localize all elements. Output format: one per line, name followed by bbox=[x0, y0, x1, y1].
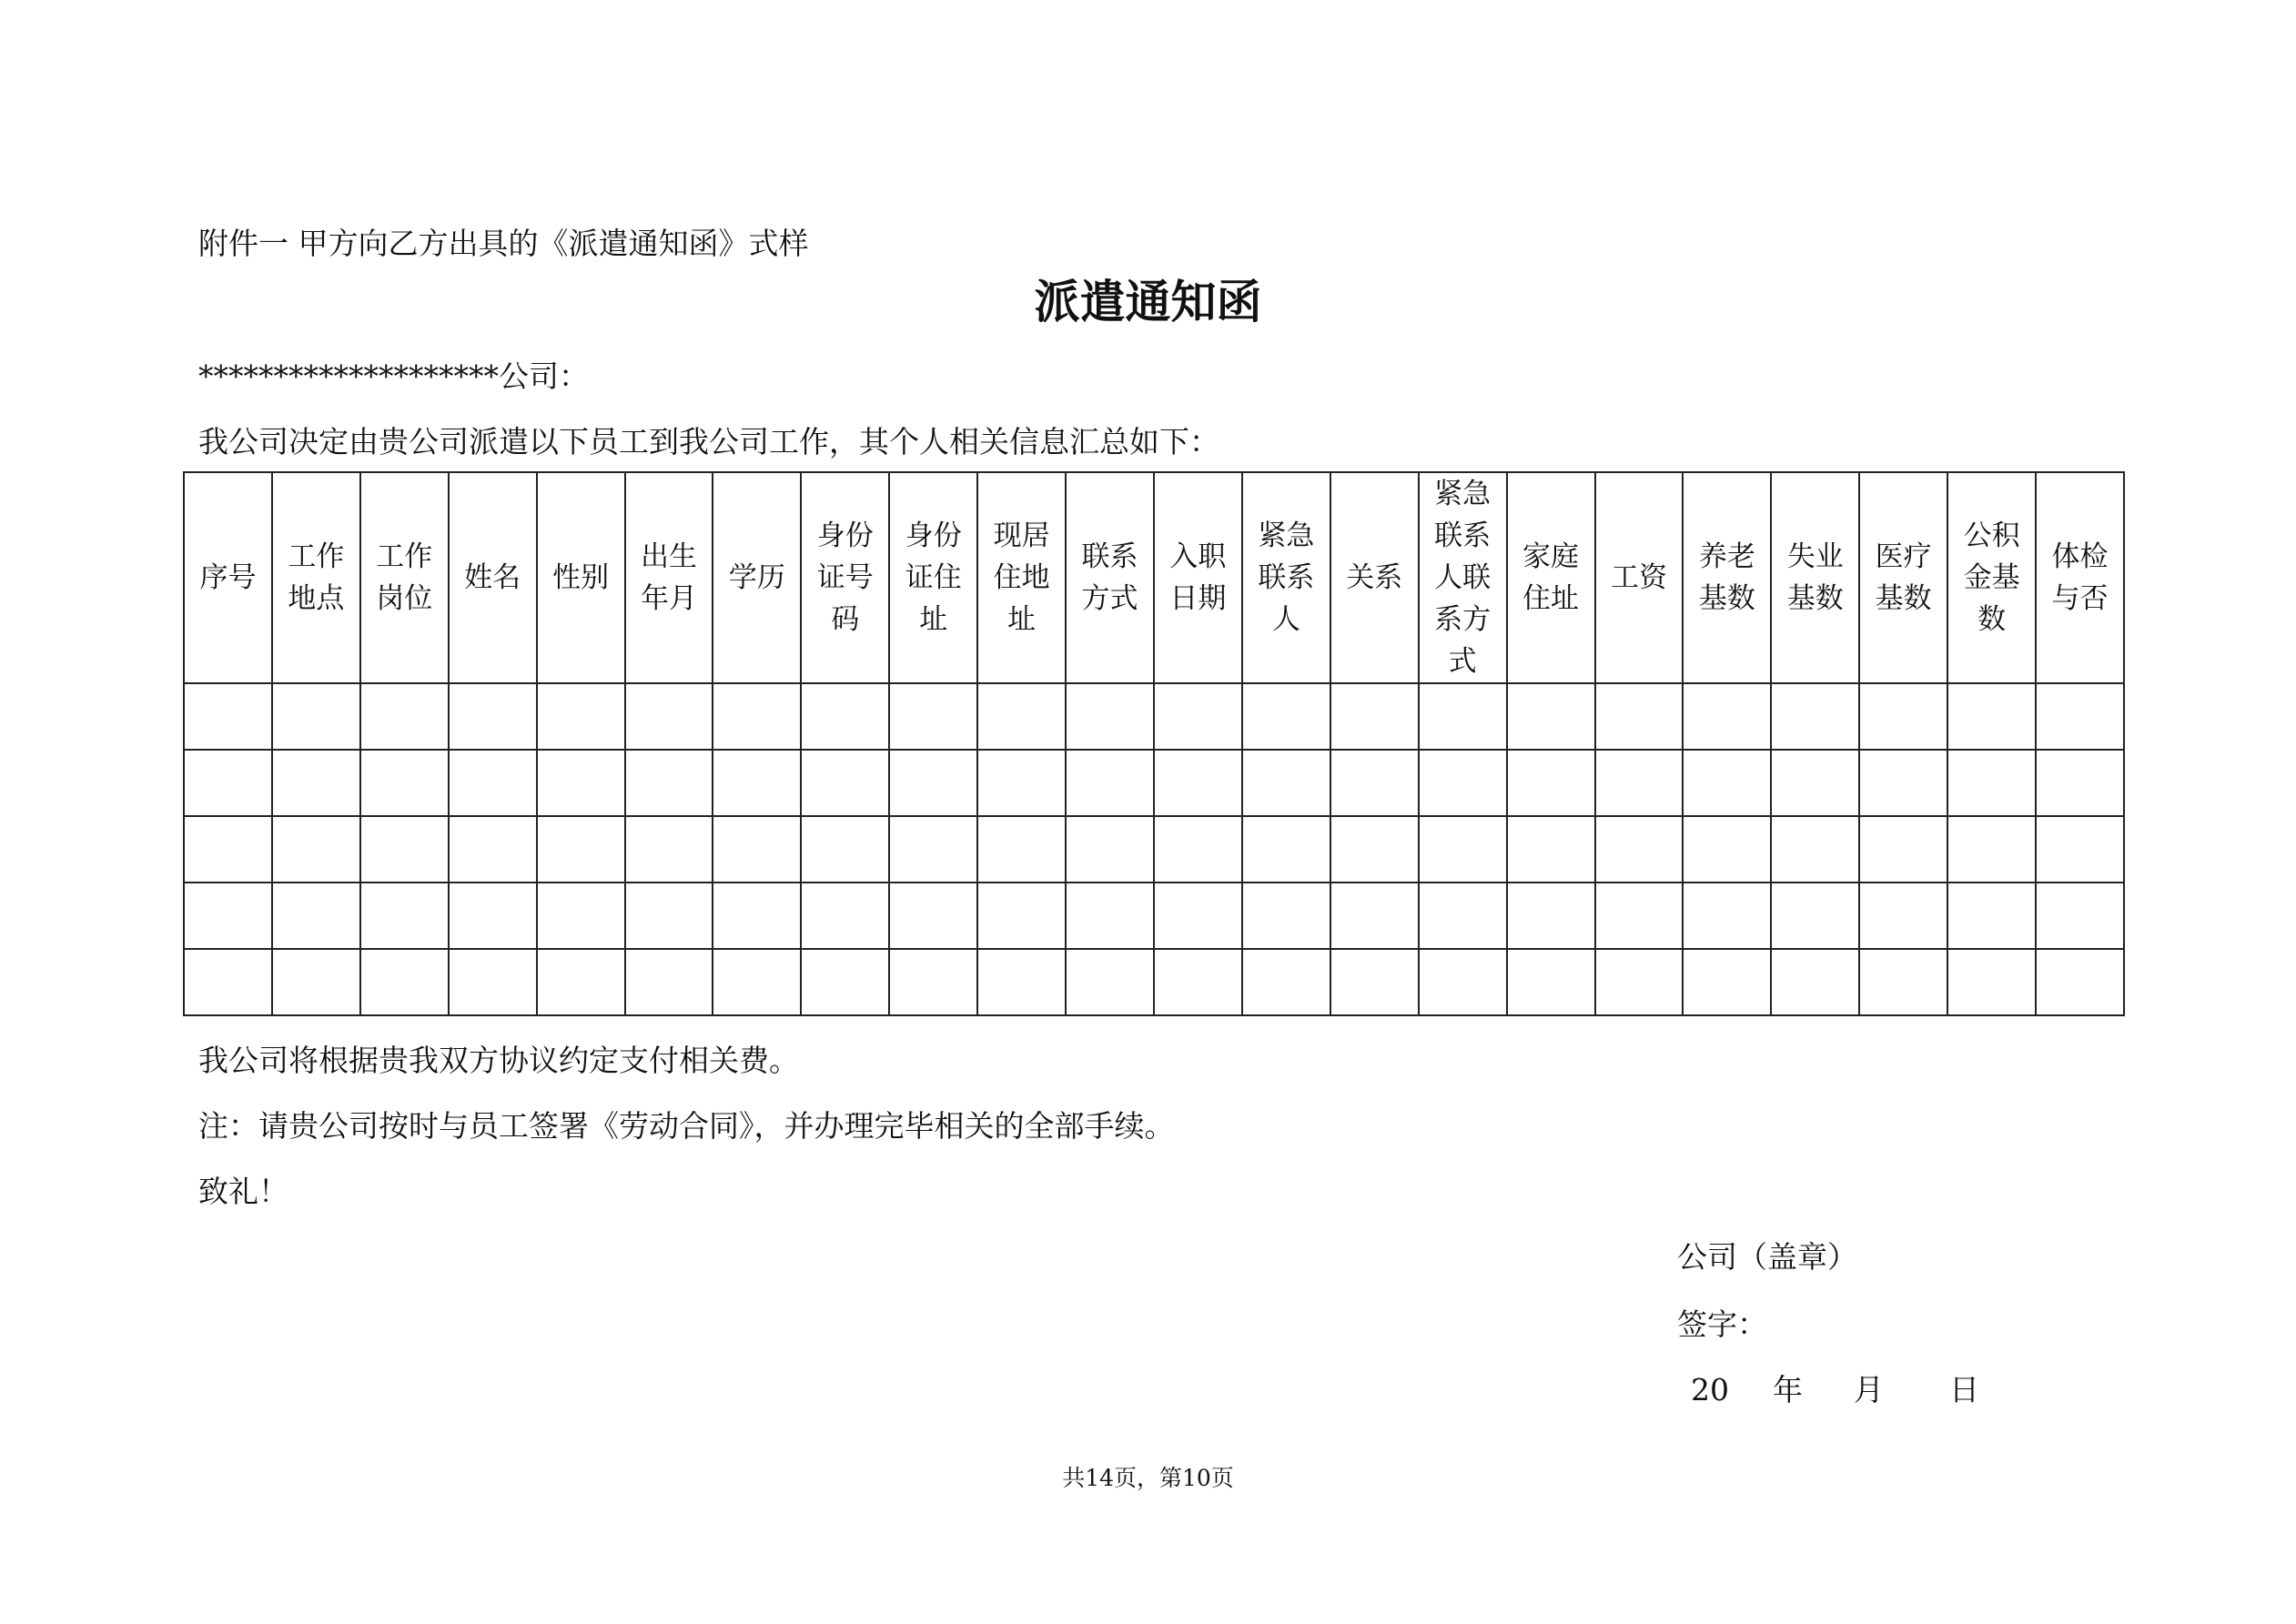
table-cell bbox=[1242, 883, 1330, 949]
column-header bbox=[625, 472, 713, 683]
table-cell bbox=[1947, 949, 2036, 1015]
table-cell bbox=[537, 816, 625, 883]
date-line bbox=[1691, 1372, 1979, 1408]
note-statement: 注：请贵公司按时与员工签署《劳动合同》，并办理完毕相关的全部手续。 bbox=[198, 1108, 1175, 1144]
table-cell bbox=[625, 883, 713, 949]
table-cell bbox=[1859, 816, 1947, 883]
table-cell bbox=[1330, 750, 1419, 816]
document-title: 派遣通知函 bbox=[1034, 276, 1262, 328]
column-header-label: 学历 bbox=[728, 561, 785, 594]
table-cell bbox=[449, 883, 537, 949]
table-cell bbox=[801, 883, 889, 949]
table-cell bbox=[360, 750, 449, 816]
column-header bbox=[2036, 472, 2124, 683]
column-header bbox=[1947, 472, 2036, 683]
table-cell bbox=[1859, 750, 1947, 816]
column-header-label: 紧急 联系 人 bbox=[1258, 519, 1315, 636]
table-cell bbox=[272, 883, 360, 949]
table-cell bbox=[272, 949, 360, 1015]
table-cell bbox=[625, 949, 713, 1015]
table-cell bbox=[1947, 883, 2036, 949]
column-header-label: 姓名 bbox=[464, 561, 521, 594]
table-cell bbox=[1419, 949, 1507, 1015]
column-header bbox=[1771, 472, 1859, 683]
table-cell bbox=[1419, 816, 1507, 883]
column-header-label: 紧急 联系 人联 系方 式 bbox=[1434, 478, 1492, 678]
table-cell bbox=[1242, 949, 1330, 1015]
table-cell bbox=[360, 883, 449, 949]
table-cell bbox=[1419, 883, 1507, 949]
intro-paragraph: 我公司决定由贵公司派遣以下员工到我公司工作，其个人相关信息汇总如下： bbox=[198, 424, 1219, 459]
column-header bbox=[977, 472, 1066, 683]
table-cell bbox=[184, 949, 272, 1015]
table-cell bbox=[272, 683, 360, 750]
table-cell bbox=[1683, 883, 1771, 949]
date-year-prefix: 20 bbox=[1691, 1372, 1729, 1407]
table-cell bbox=[1242, 750, 1330, 816]
table-cell bbox=[1507, 750, 1595, 816]
column-header bbox=[360, 472, 449, 683]
table-cell bbox=[1154, 883, 1242, 949]
table-cell bbox=[801, 949, 889, 1015]
table-cell bbox=[184, 683, 272, 750]
table-cell bbox=[889, 683, 977, 750]
table-cell bbox=[625, 816, 713, 883]
table-cell bbox=[2036, 750, 2124, 816]
column-header-label: 失业 基数 bbox=[1786, 540, 1844, 615]
table-cell bbox=[1859, 683, 1947, 750]
table-cell bbox=[1859, 883, 1947, 949]
table-cell bbox=[1771, 683, 1859, 750]
column-header bbox=[1330, 472, 1419, 683]
table-cell bbox=[713, 816, 801, 883]
column-header bbox=[1242, 472, 1330, 683]
table-cell bbox=[272, 816, 360, 883]
table-cell bbox=[537, 750, 625, 816]
table-cell bbox=[272, 750, 360, 816]
column-header-label: 体检 与否 bbox=[2051, 540, 2109, 615]
table-cell bbox=[1947, 683, 2036, 750]
table-cell bbox=[1330, 883, 1419, 949]
table-cell bbox=[713, 683, 801, 750]
table-cell bbox=[1154, 750, 1242, 816]
column-header-label: 身份 证号 码 bbox=[816, 519, 874, 636]
table-row bbox=[184, 683, 2124, 750]
table-row bbox=[184, 816, 2124, 883]
attachment-header: 附件一 甲方向乙方出具的《派遣通知函》式样 bbox=[198, 226, 809, 261]
table-cell bbox=[1771, 816, 1859, 883]
table-cell bbox=[1330, 816, 1419, 883]
company-seal-label: 公司（盖章） bbox=[1677, 1239, 1857, 1275]
date-month-label: 月 bbox=[1854, 1372, 1884, 1407]
column-header bbox=[889, 472, 977, 683]
column-header bbox=[1859, 472, 1947, 683]
table-row bbox=[184, 949, 2124, 1015]
column-header bbox=[1066, 472, 1154, 683]
column-header bbox=[1154, 472, 1242, 683]
table-cell bbox=[977, 949, 1066, 1015]
table-cell bbox=[360, 949, 449, 1015]
table-cell bbox=[184, 883, 272, 949]
table-cell bbox=[713, 949, 801, 1015]
table-cell bbox=[1154, 949, 1242, 1015]
table-cell bbox=[537, 683, 625, 750]
table-cell bbox=[1066, 949, 1154, 1015]
table-cell bbox=[1595, 683, 1684, 750]
signature-label: 签字： bbox=[1677, 1306, 1767, 1342]
table-cell bbox=[2036, 816, 2124, 883]
column-header-label: 序号 bbox=[199, 561, 257, 594]
column-header-label: 联系 方式 bbox=[1081, 540, 1138, 615]
table-row bbox=[184, 750, 2124, 816]
column-header bbox=[713, 472, 801, 683]
table-cell bbox=[1771, 883, 1859, 949]
column-header bbox=[1595, 472, 1684, 683]
date-day-label: 日 bbox=[1949, 1372, 1979, 1407]
staff-info-table bbox=[183, 471, 2125, 1016]
table-cell bbox=[1683, 750, 1771, 816]
table-cell bbox=[1242, 816, 1330, 883]
table-cell bbox=[977, 683, 1066, 750]
table-cell bbox=[625, 750, 713, 816]
column-header bbox=[272, 472, 360, 683]
column-header-label: 现居 住地 址 bbox=[993, 519, 1050, 636]
table-cell bbox=[537, 883, 625, 949]
payment-statement: 我公司将根据贵我双方协议约定支付相关费。 bbox=[198, 1043, 799, 1078]
table-cell bbox=[1771, 750, 1859, 816]
table-cell bbox=[2036, 683, 2124, 750]
column-header bbox=[449, 472, 537, 683]
table-cell bbox=[1507, 683, 1595, 750]
column-header-label: 工作 岗位 bbox=[376, 540, 433, 615]
table-cell bbox=[977, 750, 1066, 816]
table-cell bbox=[1595, 816, 1684, 883]
table-cell bbox=[889, 883, 977, 949]
table-cell bbox=[1066, 750, 1154, 816]
column-header-label: 身份 证住 址 bbox=[905, 519, 962, 636]
table-cell bbox=[2036, 883, 2124, 949]
column-header-label: 养老 基数 bbox=[1698, 540, 1755, 615]
column-header bbox=[1683, 472, 1771, 683]
table-cell bbox=[1330, 683, 1419, 750]
table-cell bbox=[1595, 883, 1684, 949]
table-cell bbox=[1947, 750, 2036, 816]
table-cell bbox=[713, 750, 801, 816]
column-header-label: 医疗 基数 bbox=[1875, 540, 1932, 615]
table-cell bbox=[801, 683, 889, 750]
table-cell bbox=[1947, 816, 2036, 883]
table-cell bbox=[1507, 883, 1595, 949]
column-header bbox=[184, 472, 272, 683]
table-cell bbox=[1066, 883, 1154, 949]
table-cell bbox=[1683, 949, 1771, 1015]
table-body bbox=[184, 683, 2124, 1015]
table-cell bbox=[1771, 949, 1859, 1015]
table-cell bbox=[449, 683, 537, 750]
table-cell bbox=[1595, 949, 1684, 1015]
column-header-label: 家庭 住址 bbox=[1522, 540, 1580, 615]
table-cell bbox=[1507, 816, 1595, 883]
table-cell bbox=[889, 816, 977, 883]
column-header-label: 工资 bbox=[1610, 561, 1667, 594]
table-cell bbox=[1419, 750, 1507, 816]
table-cell bbox=[184, 816, 272, 883]
column-header-label: 出生 年月 bbox=[640, 540, 697, 615]
column-header-label: 关系 bbox=[1346, 561, 1403, 594]
column-header bbox=[1507, 472, 1595, 683]
page-footer: 共14页，第10页 bbox=[1062, 1465, 1234, 1491]
table-cell bbox=[184, 750, 272, 816]
table-cell bbox=[1507, 949, 1595, 1015]
table-cell bbox=[1859, 949, 1947, 1015]
table-cell bbox=[889, 750, 977, 816]
column-header-label: 入职 日期 bbox=[1169, 540, 1227, 615]
table-cell bbox=[1066, 816, 1154, 883]
table-cell bbox=[977, 883, 1066, 949]
table-cell bbox=[625, 683, 713, 750]
table-cell bbox=[889, 949, 977, 1015]
table-cell bbox=[1595, 750, 1684, 816]
table-cell bbox=[713, 883, 801, 949]
date-year-label: 年 bbox=[1773, 1372, 1803, 1407]
table-cell bbox=[449, 750, 537, 816]
table-cell bbox=[2036, 949, 2124, 1015]
table-cell bbox=[1242, 683, 1330, 750]
table-cell bbox=[449, 816, 537, 883]
table-cell bbox=[1330, 949, 1419, 1015]
table-header-row bbox=[184, 472, 2124, 683]
table-cell bbox=[1154, 816, 1242, 883]
table-cell bbox=[1683, 816, 1771, 883]
table-cell bbox=[1419, 683, 1507, 750]
table-cell bbox=[977, 816, 1066, 883]
table-cell bbox=[1066, 683, 1154, 750]
column-header-label: 工作 地点 bbox=[288, 540, 345, 615]
column-header bbox=[801, 472, 889, 683]
table-cell bbox=[537, 949, 625, 1015]
table-row bbox=[184, 883, 2124, 949]
column-header bbox=[537, 472, 625, 683]
table-cell bbox=[801, 816, 889, 883]
column-header bbox=[1419, 472, 1507, 683]
table-cell bbox=[1154, 683, 1242, 750]
closing-greeting: 致礼！ bbox=[198, 1174, 288, 1209]
column-header-label: 公积 金基 数 bbox=[1963, 519, 2020, 636]
table-cell bbox=[801, 750, 889, 816]
table-cell bbox=[1683, 683, 1771, 750]
table-cell bbox=[360, 816, 449, 883]
salutation: ********************公司： bbox=[198, 358, 589, 394]
column-header-label: 性别 bbox=[552, 561, 610, 594]
table-cell bbox=[360, 683, 449, 750]
table-cell bbox=[449, 949, 537, 1015]
